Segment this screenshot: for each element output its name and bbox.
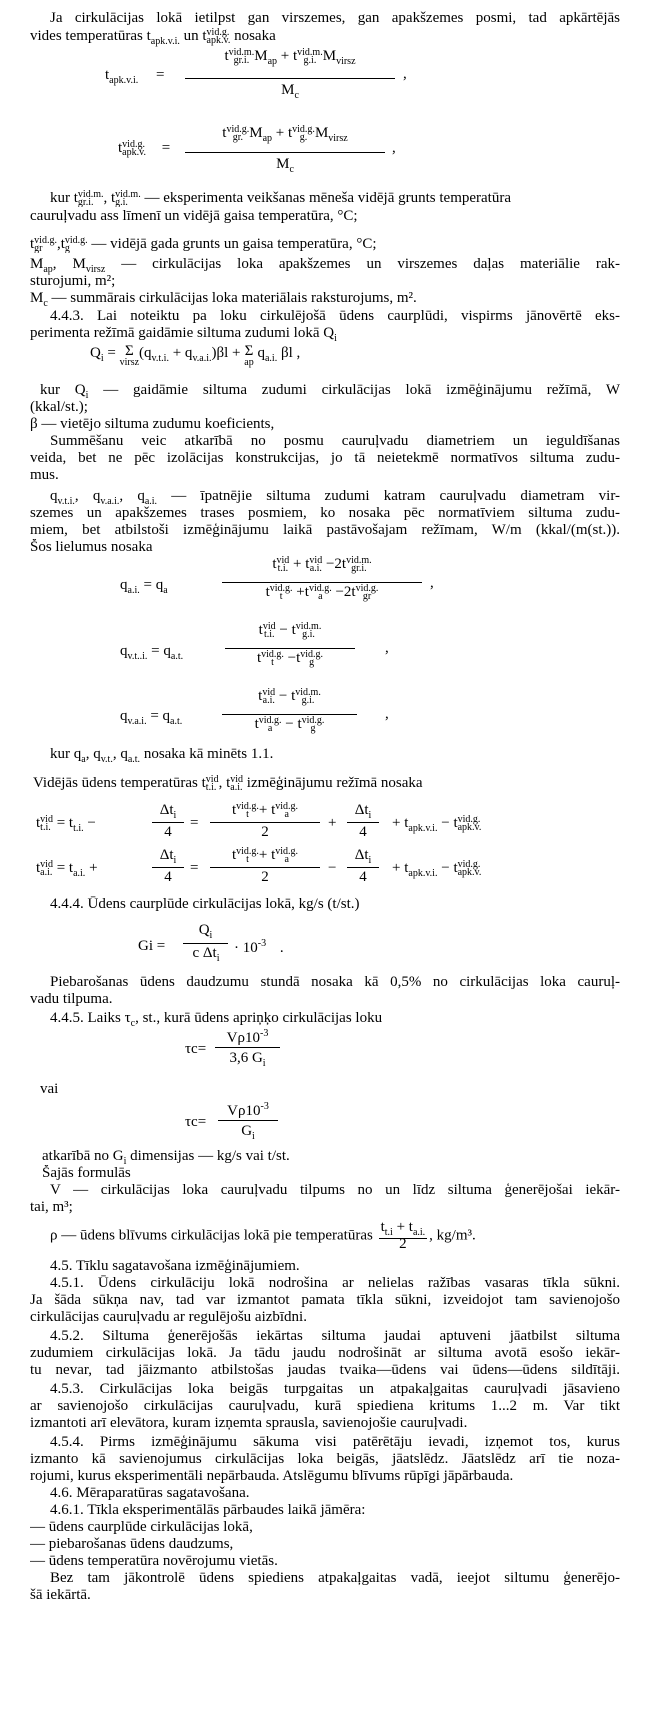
fraction: $V\rho 10^{-3}$ [226,1028,269,1046]
paragraph-line: Šajās formulās [42,1165,131,1181]
paragraph-line: $q_{v.t.i.}$, $q_{v.a.i.}$, $q_{a.i.}$ — īpatnējie siltuma zudumi katram cauruļvadu diametram vir- [50,488,620,507]
paragraph-line: kur $q_a$, $q_{v.t.}$, $q_{a.t.}$ nosaka kā minēts 1.1. [50,746,274,765]
list-item: — ūdens temperatūra novērojumu vietās. [30,1553,278,1569]
fraction: $\Delta t_i$ [159,847,177,866]
formula-gi-tail: · $10^{-3}$ . [234,938,284,956]
fraction-bar [347,822,379,823]
comma: , [430,575,434,591]
formula-tail: + $t_{apk.v.i.} - t$ vid.g. apk.v. [392,858,482,879]
definition-line: $M_c$ — summārais cirkulācijas loka materiālais raksturojums, m². [30,290,417,309]
section-title: 4.4.5. Laiks $\tau_c$, st., kurā ūdens apriņķo cirkulācijas loku [50,1010,383,1029]
paragraph-line: Piebarošanas ūdens daudzumu stundā nosaka kā 0,5% no cirkulācijas loka cauruļ- [50,974,620,990]
section-title: 4.4.4. Ūdens caurplūde cirkulācijas lokā, kg/s (t/st.) [50,896,360,912]
paragraph-line: 4.5.1. Ūdens cirkulāciju lokā nodrošina ar nelielas ražības vasaras tīkla sūkni. [50,1275,620,1291]
paragraph-line: Bez tam jākontrolē ūdens spiediens atpakaļgaitas vadā, ieejot siltumu ģenerējo- [50,1570,620,1586]
paragraph-line: vai [40,1081,59,1097]
fraction: $\Delta t_i$ [354,847,372,866]
fraction: 3,6 $G_i$ [229,1050,266,1069]
fraction: 4 [164,869,172,885]
paragraph-line: 4.5.4. Pirms izmēģinājumu sākuma visi patērētāju ievadi, izņemot tos, kurus [50,1434,620,1450]
fraction-bar [222,714,357,715]
comma: , [385,640,389,656]
formula-qvai-denominator: t vid.g. a − t vid.g. g [254,714,325,734]
paragraph-line: mus. [30,467,59,483]
formula-tc-1: τc= [185,1041,207,1057]
paragraph-line: cirkulācijas cauruļvadu ar regulējošu aizbīdni. [30,1309,307,1325]
paragraph-line: veida, bet ne pēc izolācijas konstrukcijas, jo tā neietekmē normatīvos siltuma zudu- [30,450,620,466]
formula-1-numerator: t vid.m. gr.i. $M_{ap} + t$ vid.m. g.i. $M_{virsz}$ [224,46,356,67]
paragraph-line: 4.4.3. Lai noteiktu pa loku cirkulējošā ūdens caurplūdi, vispirms jānovērtē eks- [50,308,620,324]
formula-tti: t vid t.i. = $t_{t.i.}$ − [36,813,96,834]
formula-tc-2: τc= [185,1114,207,1130]
comma: , [385,706,389,722]
comma: , [403,66,407,82]
paragraph-line: Šos lielumus nosaka [30,539,153,555]
formula-2-denominator: $M_c$ [276,156,294,175]
paragraph-line: tu nevar, tad jāizmanto atbilstošas jaudas tvaika—ūdens vai ūdens—ūdens sildītāji. [30,1362,620,1378]
fraction: 2 [261,869,269,885]
equals: = [190,860,199,876]
formula-qai-lhs: $q_{a.i.} = q_a$ [120,577,168,596]
plus: + [328,815,337,831]
paragraph-line: 4.6.1. Tīkla eksperimentālās pārbaudes laikā jāmēra: [50,1502,366,1518]
section-title: 4.5. Tīklu sagatavošana izmēģinājumiem. [50,1258,300,1274]
formula-qvai-lhs: $q_{v.a.i.} = q_{a.t.}$ [120,708,183,727]
paragraph-line: Vidējās ūdens temperatūras t vid t.i. , t vid a.i. izmēģinājumu režīmā nosaka [33,775,423,792]
paragraph-line: tai, m³; [30,1199,73,1215]
formula-qvai-numerator: t vid a.i. − t vid.m. g.i. [258,686,321,706]
paragraph-line: zudumiem cirkulācijas lokā. Ja tādu jaudu nodrošināt ar siltuma avotā esošo iekār- [30,1345,620,1361]
fraction-bar [225,648,355,649]
formula-qi: $Q_i$ = Σ virsz $(q_{v.t.i.} + q_{v.a.i.})\beta l$ + Σ ap $q_{a.i.}$ βl , [90,343,301,368]
paragraph-line: 4.5.2. Siltuma ģenerējošās iekārtas siltuma jaudai aptuveni jāatbilst siltuma [50,1328,620,1344]
paragraph-line: perimenta režīmā gaidāmie siltuma zudumi lokā $Q_i$ [30,325,337,344]
fraction: t vid.g. t + t vid.g. a [231,800,299,820]
fraction-bar [183,943,228,944]
fraction: $\Delta t_i$ [354,802,372,821]
fraction: 2 [261,824,269,840]
paragraph-line: (kkal/st.); [30,399,88,415]
paragraph-line: ar savienojošo cirkulācijas cauruļvadu, kurā spiediena kritums 1...2 m. Var tikt [30,1398,620,1414]
formula-qai-numerator: t vid t.i. + t vid a.i. −2t vid.m. gr.i. [272,554,372,574]
fraction-bar [152,867,184,868]
fraction-bar [152,822,184,823]
formula-tai: t vid a.i. = $t_{a.i.}$ + [36,858,98,879]
fraction: 4 [359,869,367,885]
fraction-bar [218,1120,278,1121]
fraction: $G_i$ [241,1123,255,1142]
paragraph-line: Summēšanu veic atkarībā no posmu cauruļvadu diametriem un ieguldīšanas [50,433,620,449]
list-item: — piebarošanas ūdens daudzums, [30,1536,234,1552]
paragraph-line: Ja šāda sūkņa nav, tad var izmantot pamata tīkla sūkni, izveidojot tam savienojošo [30,1292,620,1308]
minus: − [328,860,337,876]
fraction: $V\rho 10^{-3}$ [227,1101,269,1119]
formula-qvti-numerator: t vid t.i. − t vid.m. g.i. [258,620,322,640]
equals: = [190,815,199,831]
paragraph-line: atkarībā no $G_i$ dimensijas — kg/s vai t/st. [42,1148,290,1167]
paragraph-line: vides temperatūras $t_{apk.v.i.}$ un t vid.g. apk.v. nosaka [30,28,276,47]
comma: , [392,140,396,156]
formula-qvti-denominator: t vid.g. t −t vid.g. g [256,648,324,668]
paragraph-line: ρ — ūdens blīvums cirkulācijas lokā pie temperatūras $\frac{t_{t.i} + t_{a.i.}}{2}$ , kg/m³. [50,1219,476,1252]
formula-qvti-lhs: $q_{v.t..i.} = q_{a.t.}$ [120,643,184,662]
formula-2-numerator: t vid.g. gr. $M_{ap} + t$ vid.g. g. $M_{virsz}$ [222,123,348,144]
paragraph-line: kur $Q_i$ — gaidāmie siltuma zudumi cirkulācijas lokā izmēģinājumu režīmā, W [40,382,620,401]
fraction: 4 [164,824,172,840]
paragraph-line: 4.5.3. Cirkulācijas loka beigās turpgaitas un atpakaļgaitas cauruļvadi jāsavieno [50,1381,620,1397]
fraction: 4 [359,824,367,840]
section-title: 4.6. Mēraparatūras sagatavošana. [50,1485,250,1501]
formula-gi: Gi = [138,938,166,954]
definition-line: cauruļvadu ass līmenī un vidējā gaisa temperatūra, °C; [30,208,358,224]
fraction-bar [185,78,395,79]
definition-line: $M_{ap}$, $M_{virsz}$ — cirkulācijas loka apakšzemes un virszemes daļas materiālie rak- [30,256,620,275]
paragraph-line: miem, bet atbilstoši izmēģinājumu laikā pastāvošajam režīmam, W/m (kkal/(m(st.)). [30,522,620,538]
formula-1-lhs: $t_{apk.v.i.}$ = [105,67,165,86]
paragraph-line: V — cirkulācijas loka cauruļvadu tilpums no un līdz siltuma ģenerējošai iekār- [50,1182,620,1198]
formula-2-lhs: t vid.g. apk.v. = [118,138,171,158]
fraction: $Q_i$ [198,922,213,941]
definition-line: kur t vid.m. gr.i. , t vid.m. g.i. — eksperimenta veikšanas mēneša vidējā grunts temperatūra [50,190,512,207]
fraction: t vid.g. t + t vid.g. a [231,845,299,865]
formula-tail: + $t_{apk.v.i.} - t$ vid.g. apk.v. [392,813,482,834]
fraction-bar [185,152,385,153]
paragraph-line: rojumi, kurus eksperimentāli nepārbauda. Atslēgumu blīvums rūpīgi jāpārbauda. [30,1468,514,1484]
fraction-bar [210,822,320,823]
fraction-bar [347,867,379,868]
formula-1-denominator: $M_c$ [281,82,299,101]
fraction: c $\Delta t_i$ [192,945,220,964]
formula-qai-denominator: t vid.g. t +t vid.g. a −2t vid.g. gr [265,582,379,602]
paragraph-line: β — vietējo siltuma zudumu koeficients, [30,416,275,432]
definition-line: t vid.g. gr ,t vid.g. g — vidējā gada grunts un gaisa temperatūra, °C; [30,236,377,253]
fraction-bar [210,867,320,868]
paragraph-line: izmanto kā savienojumus cirkulācijas loka beigās, jāatslēdz. Jāatslēdz arī tie noza- [30,1451,620,1467]
paragraph-line: Ja cirkulācijas lokā ietilpst gan virszemes, gan apakšzemes posmi, tad apkārtējās [50,10,620,26]
definition-line: sturojumi, m²; [30,273,116,289]
fraction: $\Delta t_i$ [159,802,177,821]
list-item: — ūdens caurplūde cirkulācijas lokā, [30,1519,253,1535]
fraction-bar [215,1047,280,1048]
paragraph-line: szemes un apakšzemes trases posmiem, ko nosaka pēc normatīviem siltuma zudu- [30,505,620,521]
paragraph-line: šā iekārtā. [30,1587,91,1603]
paragraph-line: izmantoti arī elevātora, kuram izņemta sprausla, savienojošie cauruļvadi. [30,1415,468,1431]
paragraph-line: vadu tilpuma. [30,991,113,1007]
